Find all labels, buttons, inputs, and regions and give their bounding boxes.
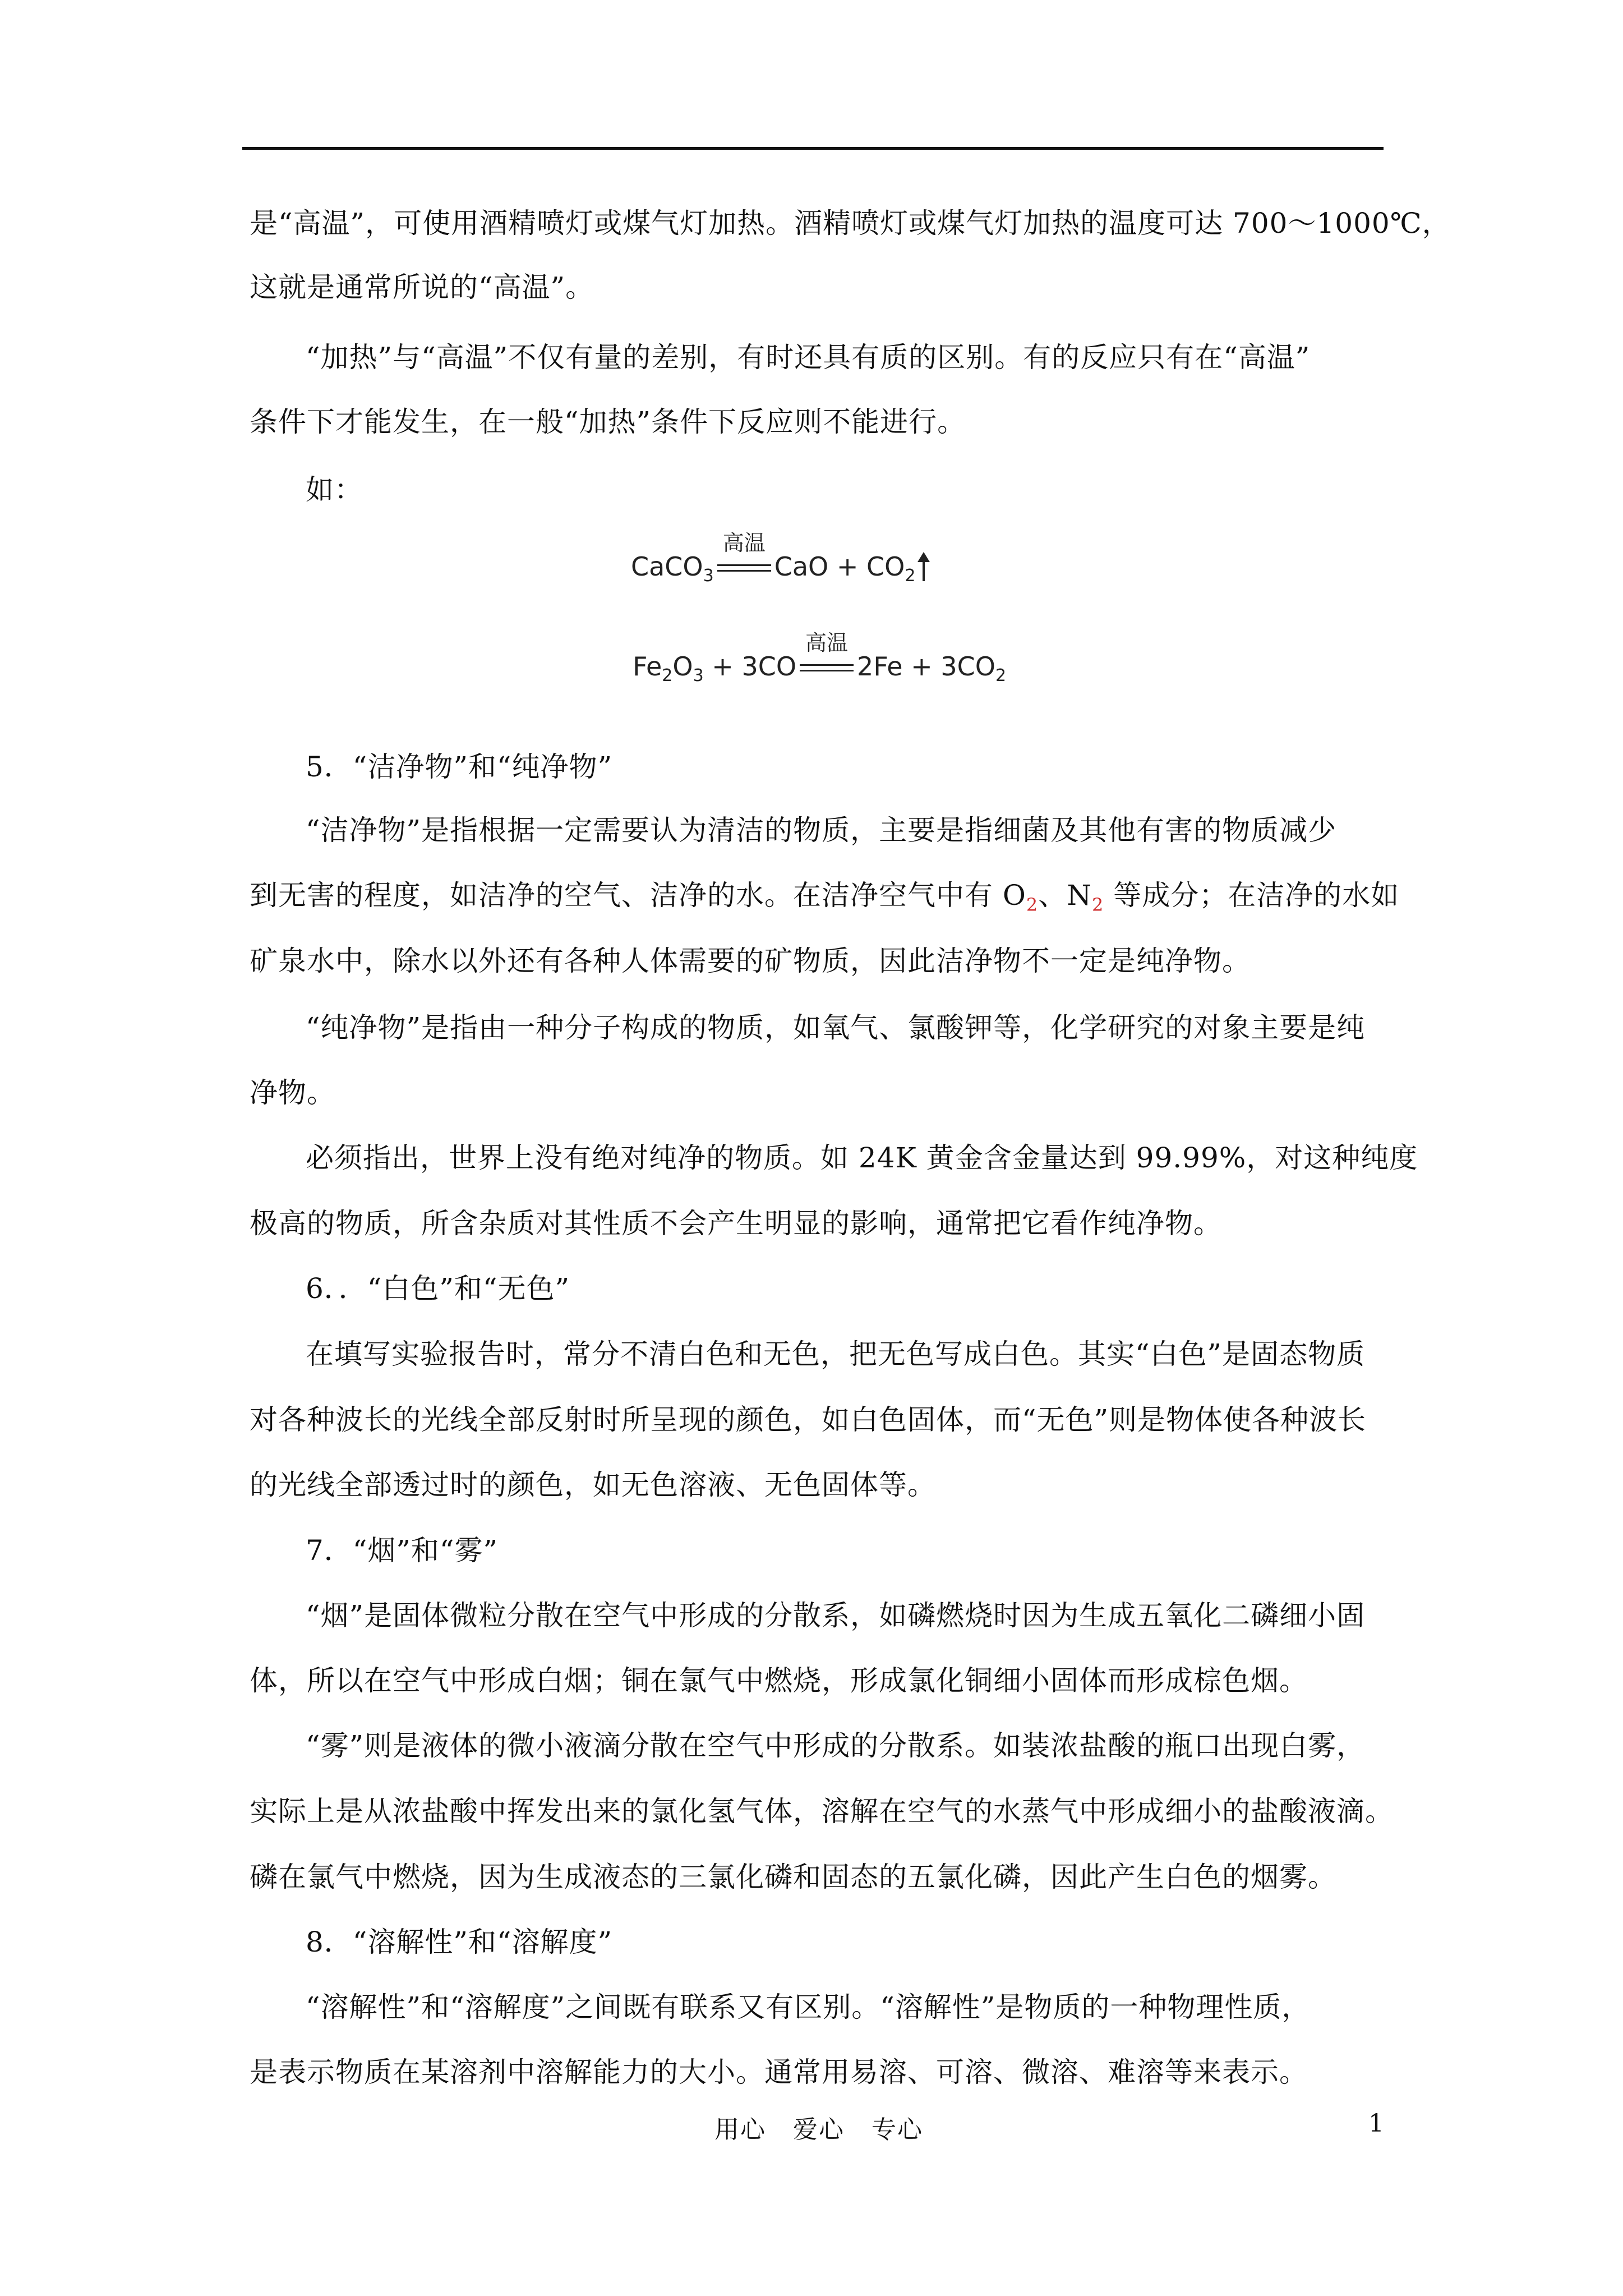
text-line: 净物。 [250, 1076, 335, 1109]
text-line: “加热”与“高温”不仅有量的差别，有时还具有质的区别。有的反应只有在“高温” [306, 341, 1311, 374]
reaction-condition: 高温 [716, 550, 772, 583]
text-line: “烟”是固体微粒分散在空气中形成的分散系，如磷燃烧时因为生成五氧化二磷细小固 [306, 1599, 1366, 1632]
equation-fe2o3: $Fe_2O_3 + 3CO$ 高温 $2Fe + 3CO_2$ [633, 631, 1007, 685]
text-line: “溶解性”和“溶解度”之间既有联系又有区别。“溶解性”是物质的一种物理性质， [306, 1991, 1311, 2023]
text-line: “洁净物”是指根据一定需要认为清洁的物质，主要是指细菌及其他有害的物质减少 [306, 814, 1337, 846]
footer-motto: 用心 爱心 专心 [714, 2115, 923, 2144]
text-line: 对各种波长的光线全部反射时所呈现的颜色，如白色固体，而“无色”则是物体使各种波长 [250, 1404, 1367, 1436]
text-line: 必须指出，世界上没有绝对纯净的物质。如 24K 黄金含金量达到 99.99%，对这种纯度 [306, 1142, 1418, 1174]
text-line: 到无害的程度，如洁净的空气、洁净的水。在洁净空气中有 $O_2$、$N_2$ 等成分；在洁净的水如 [250, 879, 1400, 915]
section-heading: 7．“烟”和“雾” [306, 1534, 499, 1567]
text-line: 体，所以在空气中形成白烟；铜在氯气中燃烧，形成氯化铜细小固体而形成棕色烟。 [250, 1664, 1308, 1697]
gas-arrow-icon [915, 550, 932, 583]
reaction-condition: 高温 [799, 650, 855, 683]
text-line: 这就是通常所说的“高温”。 [250, 271, 594, 303]
section-heading: 6．．“白色”和“无色” [306, 1272, 570, 1305]
section-heading: 5．“洁净物”和“纯净物” [306, 751, 613, 783]
section-heading: 8．“溶解性”和“溶解度” [306, 1926, 613, 1958]
text-line: 是表示物质在某溶剂中溶解能力的大小。通常用易溶、可溶、微溶、难溶等来表示。 [250, 2056, 1308, 2088]
text-line: “雾”则是液体的微小液滴分散在空气中形成的分散系。如装浓盐酸的瓶口出现白雾， [306, 1729, 1366, 1762]
text-line: 条件下才能发生，在一般“加热”条件下反应则不能进行。 [250, 406, 966, 438]
text-line: 是“高温”，可使用酒精喷灯或煤气灯加热。酒精喷灯或煤气灯加热的温度可达 700～1000℃， [250, 207, 1451, 240]
text-line: 的光线全部透过时的颜色，如无色溶液、无色固体等。 [250, 1469, 936, 1501]
text-line: 极高的物质，所含杂质对其性质不会产生明显的影响，通常把它看作纯净物。 [250, 1207, 1222, 1240]
page-number: 1 [1368, 2109, 1384, 2138]
header-rule [242, 147, 1384, 150]
text-line: 在填写实验报告时，常分不清白色和无色，把无色写成白色。其实“白色”是固态物质 [306, 1338, 1366, 1370]
text-line: 实际上是从浓盐酸中挥发出来的氯化氢气体，溶解在空气的水蒸气中形成细小的盐酸液滴。 [250, 1795, 1394, 1828]
equation-caco3: CaCO$_3$ 高温 CaO + $CO_2$ [631, 550, 932, 593]
text-line: “纯净物”是指由一种分子构成的物质，如氧气、氯酸钾等，化学研究的对象主要是纯 [306, 1011, 1366, 1044]
text-line: 如： [306, 473, 363, 506]
text-line: 磷在氯气中燃烧，因为生成液态的三氯化磷和固态的五氯化磷，因此产生白色的烟雾。 [250, 1861, 1336, 1893]
text-line: 矿泉水中，除水以外还有各种人体需要的矿物质，因此洁净物不一定是纯净物。 [250, 945, 1251, 977]
